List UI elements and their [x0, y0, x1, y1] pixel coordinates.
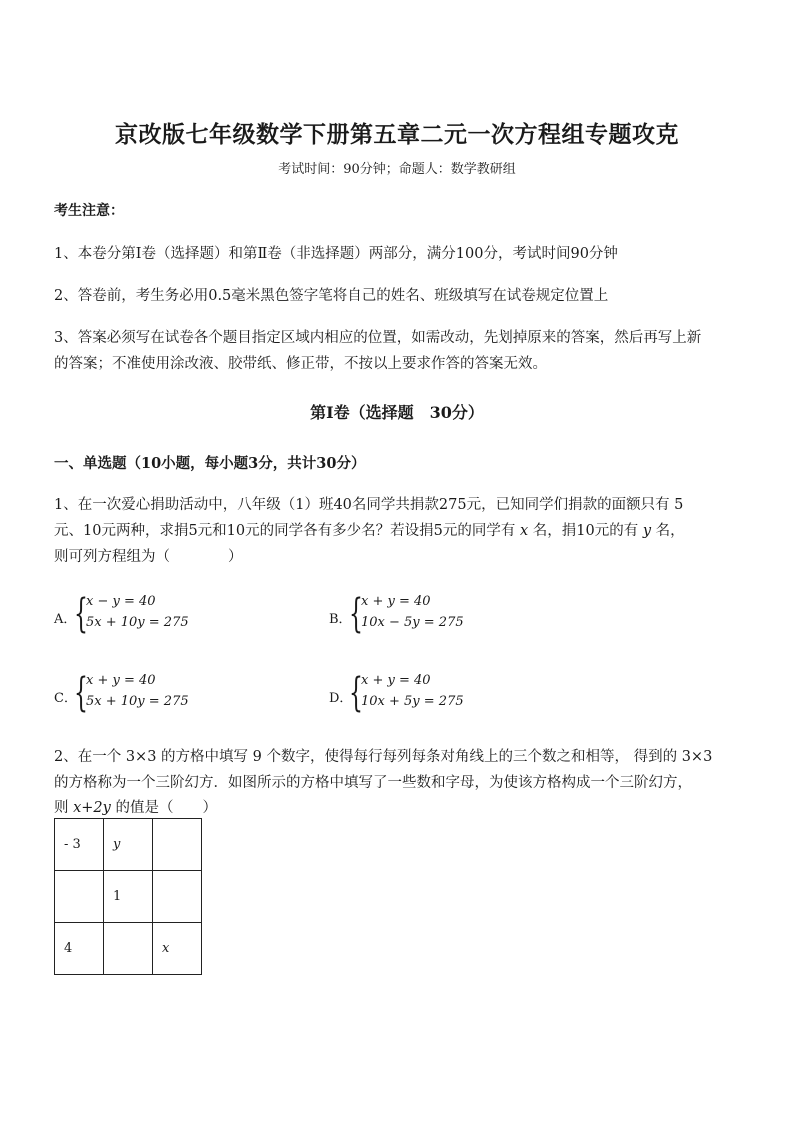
notice-heading: 考生注意： — [54, 203, 124, 219]
equation-1: x + y = 40 — [86, 673, 156, 688]
grid-cell: 1 — [104, 871, 153, 923]
page-title: 京改版七年级数学下册第五章二元一次方程组专题攻克 — [115, 121, 679, 148]
equation-1: x + y = 40 — [361, 594, 431, 609]
question-2-line-1: 2、在一个 3×3 的方格中填写 9 个数字，使得每行每列每条对角线上的三个数之和相等， 得到的 3×3 — [54, 749, 713, 765]
equation-2: 5x + 10y = 275 — [86, 615, 189, 630]
grid-cell — [153, 819, 202, 871]
grid-cell: x — [153, 923, 202, 975]
question-2-line-3: 则 x+2y 的值是（ ） — [54, 800, 217, 816]
grid-cell: - 3 — [55, 819, 104, 871]
option-letter: A． — [54, 612, 77, 627]
grid-cell — [104, 923, 153, 975]
grid-cell — [55, 871, 104, 923]
magic-square-grid — [54, 818, 202, 975]
brace-icon: { — [349, 670, 363, 716]
exam-info: 考试时间：90分钟；命题人：数学教研组 — [278, 162, 516, 177]
notice-item-2: 2、答卷前，考生务必用0.5毫米黑色签字笔将自己的姓名、班级填写在试卷规定位置上 — [54, 288, 609, 304]
equation-2: 10x − 5y = 275 — [361, 615, 464, 630]
equation-1: x + y = 40 — [361, 673, 431, 688]
grid-row — [55, 923, 202, 975]
option-letter: B． — [329, 612, 352, 627]
option-letter: D． — [329, 691, 353, 706]
notice-item-3: 3、答案必须写在试卷各个题目指定区域内相应的位置，如需改动，先划掉原来的答案，然后再写上新 — [54, 330, 702, 346]
grid-cell: y — [104, 819, 153, 871]
question-2-line-2: 的方格称为一个三阶幻方．如图所示的方格中填写了一些数和字母，为使该方格构成一个三阶幻方， — [54, 775, 692, 791]
variable-y: y — [642, 523, 652, 539]
option-letter: C． — [54, 691, 77, 706]
part-title: 第Ⅰ卷（选择题 30分） — [310, 403, 484, 422]
variable-x: x — [519, 523, 529, 539]
question-1-line-3: 则可列方程组为（ ） — [54, 549, 243, 565]
brace-icon: { — [74, 591, 88, 637]
expression: x+2y — [73, 800, 111, 816]
brace-icon: { — [349, 591, 363, 637]
equation-2: 5x + 10y = 275 — [86, 694, 189, 709]
equation-1: x − y = 40 — [86, 594, 156, 609]
grid-cell — [153, 871, 202, 923]
section-title: 一、单选题（10小题，每小题3分，共计30分） — [54, 455, 366, 472]
grid-row — [55, 819, 202, 871]
grid-cell: 4 — [55, 923, 104, 975]
notice-item-1: 1、本卷分第Ⅰ卷（选择题）和第Ⅱ卷（非选择题）两部分，满分100分，考试时间90分钟 — [54, 246, 618, 262]
question-1-line-2: 元、10元两种，求捐5元和10元的同学各有多少名？若设捐5元的同学有 x 名，捐10元的有 y 名， — [54, 523, 685, 539]
question-1-line-1: 1、在一次爱心捐助活动中，八年级（1）班40名同学共捐款275元，已知同学们捐款的面额只有 5 — [54, 497, 684, 513]
equation-2: 10x + 5y = 275 — [361, 694, 464, 709]
grid-row — [55, 871, 202, 923]
brace-icon: { — [74, 670, 88, 716]
notice-item-3-continued: 的答案；不准使用涂改液、胶带纸、修正带，不按以上要求作答的答案无效。 — [54, 356, 547, 372]
